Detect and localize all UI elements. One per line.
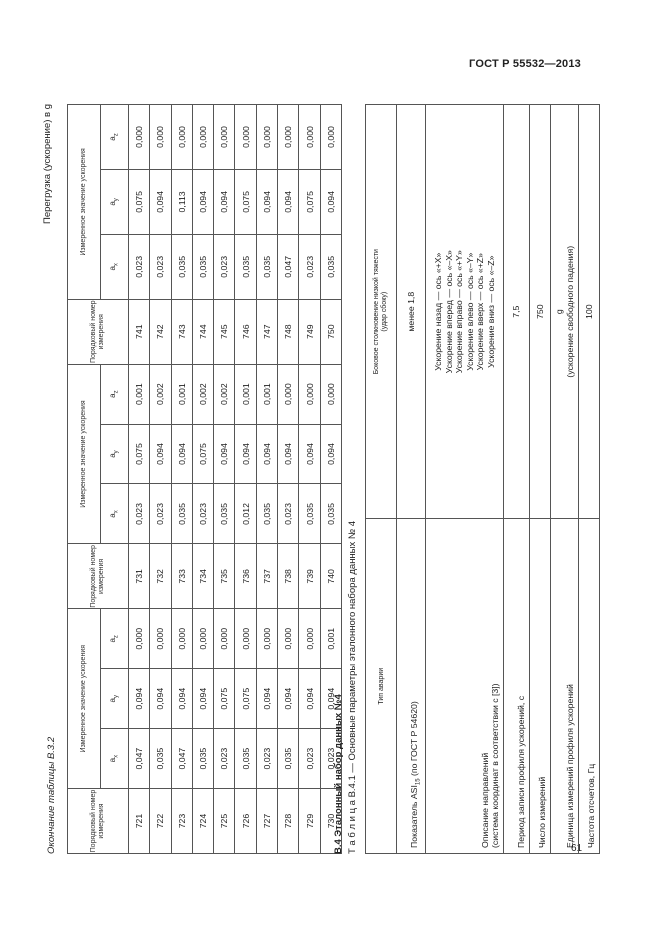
table-cell: 0,094 (320, 424, 341, 484)
table-cell: 0,000 (214, 105, 235, 170)
table-cell: 0,002 (214, 364, 235, 424)
param-value-line: 7,5 (511, 305, 522, 318)
table-cell: 0,000 (278, 609, 299, 669)
table-cell: 0,035 (171, 484, 192, 544)
axis-header-z (101, 609, 129, 669)
param-label (397, 519, 426, 854)
param-label-line (537, 524, 547, 848)
table-cell: 0,094 (299, 669, 320, 729)
table-cell: 0,075 (235, 669, 256, 729)
table-cell: 725 (214, 789, 235, 854)
table-cell: 728 (278, 789, 299, 854)
param-label-text: Частота отсчетов, Гц (586, 763, 596, 848)
table-cell: 0,094 (278, 169, 299, 234)
table-cell: 0,012 (235, 484, 256, 544)
table-cell: 0,047 (171, 729, 192, 789)
param-value-line: Ускорение вправо — ось «+Y» (454, 250, 464, 374)
table-cell: 0,000 (320, 105, 341, 170)
table-cell: 727 (256, 789, 277, 854)
param-label-text: Описание направлений (480, 752, 490, 848)
table-cell: 0,094 (150, 169, 171, 234)
table-row (150, 105, 171, 854)
table-row (192, 105, 213, 854)
param-value (530, 105, 551, 519)
param-label (579, 519, 600, 854)
table-row (278, 105, 299, 854)
table-cell: 0,000 (171, 105, 192, 170)
params-row (579, 105, 600, 854)
param-value-line: 750 (534, 304, 545, 319)
param-value-line: Ускорение вниз — ось «–Z» (485, 255, 496, 368)
table-cell: 726 (235, 789, 256, 854)
param-label (551, 519, 579, 854)
table-cell: 0,000 (256, 609, 277, 669)
table-cell: 0,000 (278, 364, 299, 424)
table-cell: 0,113 (171, 169, 192, 234)
table-cell: 0,094 (299, 424, 320, 484)
table-cell: 0,023 (192, 484, 213, 544)
param-label (530, 519, 551, 854)
param-value-line: Ускорение влево — ось «–Y» (464, 252, 475, 371)
col-order-header: Порядковый номер измерения (68, 544, 129, 609)
table-cell: 0,035 (235, 729, 256, 789)
table-cell: 0,001 (171, 364, 192, 424)
table-cell: 0,000 (235, 609, 256, 669)
param-value (397, 105, 426, 519)
table-cell: 741 (129, 299, 150, 364)
page-number: 61 (571, 843, 583, 854)
table-row (129, 105, 150, 854)
table-cell: 0,001 (320, 609, 341, 669)
table-cell: 0,000 (214, 609, 235, 669)
section-heading: В.4 Эталонный набор данных №4 (333, 694, 344, 854)
table-cell: 0,035 (256, 484, 277, 544)
table-cell: 749 (299, 299, 320, 364)
param-value-line: Ускорение назад — ось «+X» (433, 252, 443, 371)
table-cell: 740 (320, 544, 341, 609)
table-cell: 0,001 (129, 364, 150, 424)
table-cell: 0,075 (192, 424, 213, 484)
table-cell: 0,000 (235, 105, 256, 170)
table-cell: 0,094 (278, 424, 299, 484)
table-cell: 0,023 (214, 729, 235, 789)
table-cell: 0,000 (171, 609, 192, 669)
param-label-line (480, 524, 490, 848)
table-cell: 0,000 (256, 105, 277, 170)
axis-sub: y (113, 694, 120, 698)
table-cell: 0,094 (256, 669, 277, 729)
axis-letter: a (107, 757, 117, 763)
axis-letter: a (107, 697, 117, 703)
table-row (214, 105, 235, 854)
table-cell: 724 (192, 789, 213, 854)
params-table-caption: Т а б л и ц а В.4.1 — Основные параметры эталонного набора данных № 4 (347, 520, 358, 854)
table-cell: 0,000 (150, 105, 171, 170)
table-cell: 0,000 (150, 609, 171, 669)
table-cell: 0,002 (192, 364, 213, 424)
acceleration-table (67, 104, 342, 854)
table-cell: 748 (278, 299, 299, 364)
table-cell: 0,000 (320, 364, 341, 424)
param-value (579, 105, 600, 519)
table-cell: 0,000 (129, 105, 150, 170)
axis-letter: a (107, 201, 117, 206)
table-cell: 737 (256, 544, 277, 609)
param-label-text: Число измерений (537, 776, 547, 848)
table-cell: 0,000 (278, 105, 299, 170)
parameters-table (365, 104, 600, 854)
col-measured-header: Измеренное значение ускорения (68, 609, 101, 789)
param-value-line: Ускорение вперед — ось «–X» (443, 250, 454, 374)
axis-header-z (101, 105, 129, 170)
table-cell: 0,094 (320, 669, 341, 729)
axis-sub: x (113, 263, 120, 267)
table-cell: 744 (192, 299, 213, 364)
axis-header-y (101, 669, 129, 729)
table-cell: 0,002 (150, 364, 171, 424)
table-row (235, 105, 256, 854)
param-value (551, 105, 579, 519)
axis-header-x (101, 234, 129, 299)
col-measured-header: Измеренное значение ускорения (68, 364, 101, 544)
param-label-text: Единица измерений профиля ускорений (565, 684, 575, 848)
table-cell: 0,094 (320, 169, 341, 234)
table-cell: 750 (320, 299, 341, 364)
param-label-line (409, 524, 422, 848)
table-cell: 732 (150, 544, 171, 609)
col-measured-header: Измеренное значение ускорения (68, 105, 101, 300)
table-cell: 0,023 (150, 484, 171, 544)
col-crash-type: Тип аварии (366, 519, 397, 854)
table-cell: 736 (235, 544, 256, 609)
axis-sub: x (113, 754, 120, 758)
table-cell: 0,000 (299, 105, 320, 170)
col-side-impact-line1: Боковое столкновение низкой тяжести (372, 249, 380, 375)
params-row (530, 105, 551, 854)
table-cell: 0,075 (299, 169, 320, 234)
axis-header-x (101, 729, 129, 789)
table-cell: 0,094 (256, 169, 277, 234)
table-cell: 0,000 (192, 609, 213, 669)
table-cell: 0,023 (278, 484, 299, 544)
table-cell: 0,094 (192, 669, 213, 729)
table-cell: 0,035 (278, 729, 299, 789)
unit-note: Перегрузка (ускорение) в g (42, 104, 53, 224)
table-cell: 0,075 (129, 169, 150, 234)
table-cell: 0,094 (235, 424, 256, 484)
col-order-header: Порядковый номер измерения (68, 789, 129, 854)
col-side-impact-line2: (удар сбоку) (381, 291, 388, 332)
param-value-line: менее 1,8 (405, 291, 416, 332)
axis-sub: y (113, 198, 120, 202)
axis-header-y (101, 424, 129, 484)
table-cell: 0,094 (278, 669, 299, 729)
table-cell: 0,094 (192, 169, 213, 234)
table-cell: 0,000 (192, 105, 213, 170)
param-label-line (565, 524, 575, 848)
table-row (256, 105, 277, 854)
table-cell: 0,035 (235, 234, 256, 299)
params-row (397, 105, 426, 854)
param-value (504, 105, 530, 519)
table-cell: 747 (256, 299, 277, 364)
param-value-line: 100 (583, 304, 594, 319)
param-label-line (516, 524, 526, 848)
table-cell: 0,075 (129, 424, 150, 484)
param-label (504, 519, 530, 854)
table-cell: 0,023 (299, 729, 320, 789)
table-cell: 0,035 (192, 729, 213, 789)
table-cell: 0,047 (129, 729, 150, 789)
table-cell: 0,023 (256, 729, 277, 789)
table-cell: 729 (299, 789, 320, 854)
axis-sub: z (113, 635, 120, 639)
table-cell: 0,000 (129, 609, 150, 669)
axis-letter: a (107, 453, 117, 458)
table-cell: 0,094 (150, 424, 171, 484)
table-row (299, 105, 320, 854)
table-cell: 742 (150, 299, 171, 364)
table-cell: 735 (214, 544, 235, 609)
table-cell: 0,023 (214, 234, 235, 299)
table-cell: 733 (171, 544, 192, 609)
params-row (504, 105, 530, 854)
table-cell: 0,000 (299, 364, 320, 424)
axis-letter: a (107, 638, 117, 643)
axis-sub: y (113, 450, 120, 454)
axis-letter: a (107, 136, 117, 141)
param-value (426, 105, 504, 519)
param-label-sub: 15 (416, 778, 422, 786)
table-cell: 746 (235, 299, 256, 364)
table-cell: 0,035 (256, 234, 277, 299)
axis-letter: a (107, 266, 117, 271)
axis-header-y (101, 169, 129, 234)
axis-sub: z (113, 133, 120, 137)
table-cell: 0,023 (320, 729, 341, 789)
axis-sub: z (113, 390, 120, 394)
param-value-line: Ускорение вверх — ось «+Z» (475, 253, 485, 371)
axis-letter: a (107, 513, 117, 518)
table-cell: 0,000 (299, 609, 320, 669)
param-label-line2: (система координат в соответствии с [3]) (490, 683, 500, 848)
table-cell: 0,001 (256, 364, 277, 424)
table-cell: 0,035 (299, 484, 320, 544)
table-cell: 738 (278, 544, 299, 609)
param-value-line: (ускорение свободного падения) (564, 245, 575, 378)
table-cell: 0,094 (171, 669, 192, 729)
table-cell: 0,035 (214, 484, 235, 544)
table-cell: 743 (171, 299, 192, 364)
col-side-impact (366, 105, 397, 519)
table-caption: Окончание таблицы В.3.2 (46, 736, 57, 854)
table-cell: 0,094 (214, 424, 235, 484)
table-cell: 0,047 (278, 234, 299, 299)
param-label-text: Период записи профиля ускорений, с (516, 695, 526, 848)
table-cell: 0,035 (320, 484, 341, 544)
table-cell: 722 (150, 789, 171, 854)
table-cell: 739 (299, 544, 320, 609)
param-label-line (586, 524, 596, 848)
table-cell: 723 (171, 789, 192, 854)
table-cell: 0,094 (150, 669, 171, 729)
axis-sub: x (113, 510, 120, 514)
table-cell: 0,001 (235, 364, 256, 424)
table-cell: 0,035 (171, 234, 192, 299)
table-cell: 0,035 (320, 234, 341, 299)
table-cell: 0,023 (299, 234, 320, 299)
table-cell: 0,094 (171, 424, 192, 484)
table-cell: 745 (214, 299, 235, 364)
table-cell: 0,094 (214, 169, 235, 234)
table-cell: 0,035 (150, 729, 171, 789)
table-cell: 0,094 (129, 669, 150, 729)
rotated-content (42, 104, 642, 854)
table-cell: 0,075 (214, 669, 235, 729)
params-row (426, 105, 504, 854)
axis-letter: a (107, 393, 117, 398)
axis-header-x (101, 484, 129, 544)
table-cell: 730 (320, 789, 341, 854)
table-cell: 0,035 (192, 234, 213, 299)
table-cell: 721 (129, 789, 150, 854)
param-label-text: Показатель ASI (409, 785, 420, 848)
standard-header: ГОСТ Р 55532—2013 (469, 58, 581, 70)
table-cell: 0,023 (129, 234, 150, 299)
param-label (426, 519, 504, 854)
table-cell: 731 (129, 544, 150, 609)
table-cell: 0,023 (150, 234, 171, 299)
table-cell: 734 (192, 544, 213, 609)
params-row (551, 105, 579, 854)
table-row (171, 105, 192, 854)
param-label-tail: (по ГОСТ Р 54620) (409, 701, 420, 779)
axis-header-z (101, 364, 129, 424)
col-order-header: Порядковый номер измерения (68, 299, 129, 364)
table-cell: 0,094 (256, 424, 277, 484)
table-cell: 0,075 (235, 169, 256, 234)
table-cell: 0,023 (129, 484, 150, 544)
param-value-line: g (554, 309, 564, 315)
